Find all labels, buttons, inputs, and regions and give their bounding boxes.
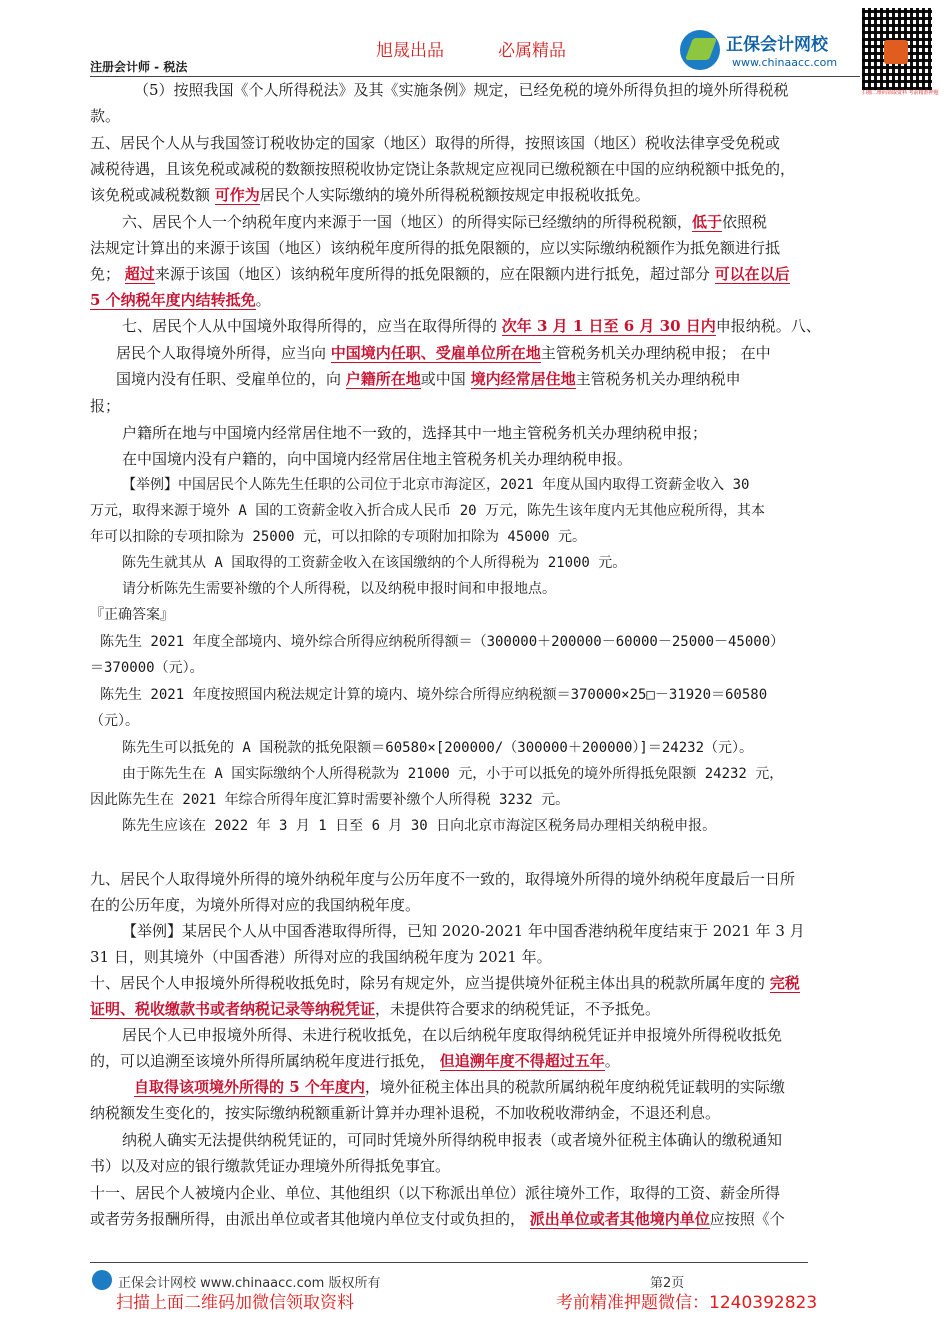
- text-line: 款。: [90, 107, 121, 125]
- brand-logo: [680, 26, 860, 74]
- text-line: 减税待遇，且该免税或减税的数额按照税收协定饶让条款规定应视同已缴税额在中国的应纳税额中抵免的，: [90, 160, 796, 178]
- answer-line: 因此陈先生在 2021 年综合所得年度汇算时需要补缴个人所得税 3232 元。: [90, 792, 570, 808]
- text-line: 五、居民个人从与我国签订税收协定的国家（地区）取得的所得，按照该国（地区）税收法律享受免税或: [90, 134, 781, 152]
- text-line: （5）按照我国《个人所得税法》及其《实施条例》规定，已经免税的境外所得负担的境外所得税税: [134, 81, 789, 99]
- text-line: 报；: [90, 397, 121, 415]
- footer-divider: [90, 1262, 808, 1263]
- text-line: 九、居民个人取得境外所得的境外纳税年度与公历年度不一致的，取得境外所得的境外纳税年度最后一日所: [90, 870, 796, 888]
- example-line: 年可以扣除的专项扣除为 25000 元，可以扣除的专项附加扣除为 45000 元。: [90, 529, 587, 545]
- highlight: 低于: [692, 213, 723, 231]
- answer-heading: 『正确答案』: [90, 607, 174, 623]
- answer-line: 陈先生应该在 2022 年 3 月 1 日至 6 月 30 日向北京市海淀区税务局办理相关纳税申报。: [122, 818, 717, 834]
- answer-line: （元）。: [90, 713, 139, 729]
- highlight: 超过: [124, 265, 155, 283]
- text-line: 31 日，则其境外（中国香港）所得对应的我国纳税年度为 2021 年。: [90, 948, 552, 966]
- text-line: 该免税或减税数额 可作为居民个人实际缴纳的境外所得税税额按规定申报税收抵免。: [90, 186, 650, 204]
- qr-badge-icon: [884, 40, 908, 64]
- highlight: 次年 3 月 1 日至 6 月 30 日内: [501, 317, 716, 335]
- example-line: 陈先生就其从 A 国取得的工资薪金收入在该国缴纳的个人所得税为 21000 元。: [122, 555, 627, 571]
- highlight: 境内经常居住地: [470, 370, 576, 388]
- footer-logo-icon: [92, 1270, 112, 1290]
- text-line: 或者劳务报酬所得，由派出单位或者其他境内单位支付或负担的， 派出单位或者其他境内单位应按照《个: [90, 1210, 785, 1228]
- highlight: 户籍所在地: [345, 370, 421, 388]
- text-line: 5 个纳税年度内结转抵免。: [90, 291, 271, 309]
- text-line: 纳税人确实无法提供纳税凭证的，可同时凭境外所得纳税申报表（或者境外征税主体确认的缴税通知: [122, 1131, 783, 1149]
- highlight: 但追溯年度不得超过五年: [439, 1052, 605, 1070]
- text-line: 国境内没有任职、受雇单位的，向 户籍所在地或中国 境内经常居住地主管税务机关办理纳税申: [116, 370, 741, 388]
- header-divider: [90, 76, 860, 77]
- answer-line: ＝370000（元）。: [90, 660, 204, 676]
- answer-line: 由于陈先生在 A 国实际缴纳个人所得税款为 21000 元，小于可以抵免的境外所得抵免限额 24232 元，: [122, 766, 784, 782]
- answer-line: 陈先生可以抵免的 A 国税款的抵免限额＝60580×[200000/（300000＋200000）]＝24232（元）。: [122, 740, 754, 756]
- text-line: 法规定计算出的来源于该国（地区）该纳税年度所得的抵免限额的，应以实际缴纳税额作为抵免额进行抵: [90, 239, 781, 257]
- page-number: 第2页: [650, 1276, 685, 1291]
- highlight: 可作为: [214, 186, 260, 204]
- example-line: 请分析陈先生需要补缴的个人所得税，以及纳税申报时间和申报地点。: [122, 581, 556, 597]
- text-line: 在的公历年度，为境外所得对应的我国纳税年度。: [90, 896, 421, 914]
- example-line: 【举例】中国居民个人陈先生任职的公司位于北京市海淀区，2021 年度从国内取得工资薪金收入 30: [122, 477, 750, 493]
- course-title: 注册会计师 - 税法: [90, 60, 188, 74]
- text-line: 居民个人取得境外所得，应当向 中国境内任职、受雇单位所在地主管税务机关办理纳税申报； 在中: [116, 344, 771, 362]
- logo-url: www.chinaacc.com: [732, 56, 838, 69]
- text-line: 十、居民个人申报境外所得税收抵免时，除另有规定外，应当提供境外征税主体出具的税款所属年度的 完税: [90, 974, 800, 992]
- text-line: 七、居民个人从中国境外取得所得的，应当在取得所得的 次年 3 月 1 日至 6 月 30 日内申报纳税。八、: [122, 317, 821, 335]
- highlight: 派出单位或者其他境内单位: [529, 1210, 710, 1228]
- header-slogan-2: 必属精品: [498, 41, 566, 61]
- text-line: 居民个人已申报境外所得、未进行税收抵免，在以后纳税年度取得纳税凭证并申报境外所得税收抵免: [122, 1026, 783, 1044]
- text-line: 十一、居民个人被境内企业、单位、其他组织（以下称派出单位）派往境外工作，取得的工资、薪金所得: [90, 1184, 781, 1202]
- highlight: 5 个纳税年度内结转抵免: [90, 291, 256, 309]
- text-line: 纳税额发生变化的，按实际缴纳税额重新计算并办理补退税，不加收税收滞纳金，不退还利息。: [90, 1104, 721, 1122]
- highlight: 自取得该项境外所得的 5 个年度内: [134, 1078, 365, 1096]
- highlight: 证明、税收缴款书或者纳税记录等纳税凭证: [90, 1000, 376, 1018]
- highlight: 可以在以后: [714, 265, 790, 283]
- text-line: 免； 超过来源于该国（地区）该纳税年度所得的抵免限额的，应在限额内进行抵免，超过部分 可以在以后: [90, 265, 790, 283]
- answer-line: 陈先生 2021 年度按照国内税法规定计算的境内、境外综合所得应纳税额＝370000×25□－31920＝60580: [100, 687, 768, 703]
- logo-icon: [680, 30, 720, 70]
- example-line: 万元，取得来源于境外 A 国的工资薪金收入折合成人民币 20 万元，陈先生该年度内无其他应税所得，其本: [90, 503, 765, 519]
- text-line: 在中国境内没有户籍的，向中国境内经常居住地主管税务机关办理纳税申报。: [122, 450, 633, 468]
- text-line: 【举例】某居民个人从中国香港取得所得，已知 2020-2021 年中国香港纳税年度结束于 2021 年 3 月: [122, 922, 805, 940]
- text-line: 证明、税收缴款书或者纳税记录等纳税凭证，未提供符合要求的纳税凭证，不予抵免。: [90, 1000, 661, 1018]
- footer-promo-left: 扫描上面二维码加微信领取资料: [116, 1293, 354, 1313]
- header-slogan-1: 旭晟出品: [376, 41, 444, 61]
- text-line: 六、居民个人一个纳税年度内来源于一国（地区）的所得实际已经缴纳的所得税税额，低于依照税: [122, 213, 768, 231]
- logo-name: 正保会计网校: [726, 35, 828, 55]
- highlight: 中国境内任职、受雇单位所在地: [330, 344, 541, 362]
- text-line: 自取得该项境外所得的 5 个年度内，境外征税主体出具的税款所属纳税年度纳税凭证载明的实际缴: [134, 1078, 785, 1096]
- answer-line: 陈先生 2021 年度全部境内、境外综合所得应纳税所得额＝（300000＋200000－60000－25000－45000）: [100, 634, 785, 650]
- text-line: 的，可以追溯至该境外所得所属纳税年度进行抵免， 但追溯年度不得超过五年。: [90, 1052, 620, 1070]
- text-line: 户籍所在地与中国境内经常居住地不一致的，选择其中一地主管税务机关办理纳税申报；: [122, 424, 708, 442]
- qr-note: 扫描二维码领取资料 考前精准押题: [862, 90, 939, 96]
- footer-promo-right: 考前精准押题微信：1240392823: [556, 1293, 818, 1313]
- text-line: 书）以及对应的银行缴款凭证办理境外所得抵免事宜。: [90, 1157, 451, 1175]
- highlight: 完税: [769, 974, 800, 992]
- footer-copyright: 正保会计网校 www.chinaacc.com 版权所有: [118, 1276, 381, 1291]
